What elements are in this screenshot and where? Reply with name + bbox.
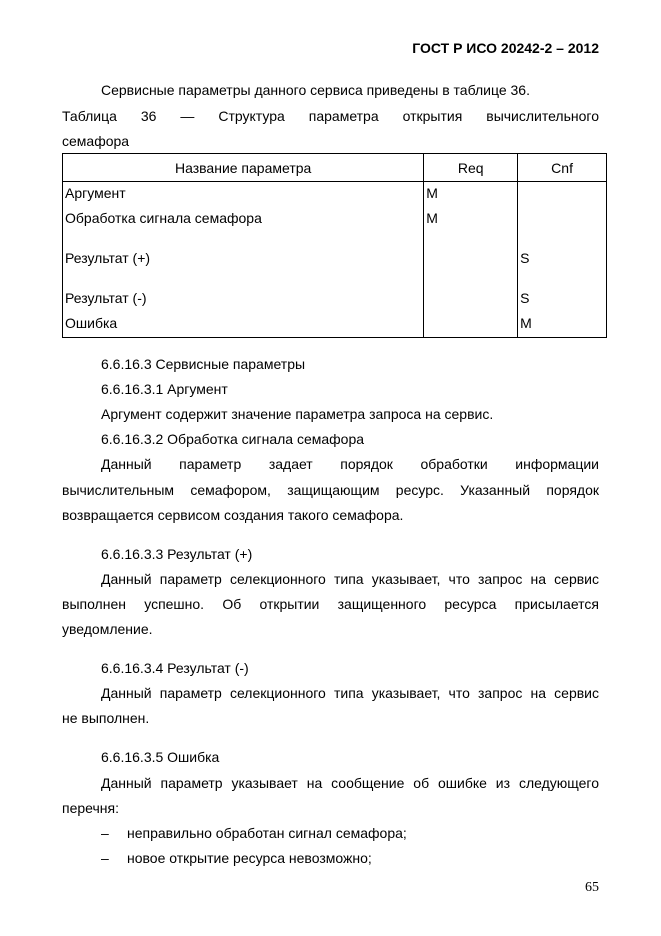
table-cell-name: Результат (+) [63, 247, 424, 272]
table-cell-cnf: S [518, 287, 607, 312]
table-cell-req: M [424, 207, 518, 232]
table-cell-name: Обработка сигнала семафора [63, 207, 424, 232]
table-row [63, 312, 607, 338]
paragraph-line: Аргумент содержит значение параметра запроса на сервис. [101, 406, 494, 422]
table-cell-name: Результат (-) [63, 287, 424, 312]
paragraph-line: Данный параметр указывает на сообщение об ошибке из следующего [101, 775, 599, 791]
table-header-row [63, 154, 607, 182]
section-heading: 6.6.16.3.3 Результат (+) [101, 546, 253, 562]
table-cell-name: Аргумент [63, 182, 424, 208]
table-cell-cnf: M [518, 312, 607, 338]
table-caption-line1: Таблица 36 — Структура параметра открытия вычислительного [62, 108, 599, 124]
table-cell-req [424, 312, 518, 338]
table-cell-cnf: S [518, 247, 607, 272]
parameter-table [62, 153, 607, 338]
table-row [63, 247, 607, 272]
document-header: ГОСТ Р ИСО 20242-2 – 2012 [412, 40, 599, 56]
paragraph-line: вычислительным семафором, защищающим ресурс. Указанный порядок [62, 482, 599, 498]
paragraph-line: не выполнен. [62, 710, 150, 726]
list-item: новое открытие ресурса невозможно; [127, 850, 372, 866]
table-cell-cnf [518, 207, 607, 232]
paragraph-line: Данный параметр задает порядок обработки информации [101, 456, 599, 472]
paragraph-line: уведомление. [62, 621, 153, 637]
page-number: 65 [585, 880, 599, 895]
list-dash: – [101, 850, 109, 866]
paragraph-line: выполнен успешно. Об открытии защищенного ресурса присылается [62, 596, 599, 612]
table-row [63, 207, 607, 232]
table-cell-req [424, 287, 518, 312]
paragraph-line: возвращается сервисом создания такого семафора. [62, 507, 404, 523]
table-cell-req [424, 247, 518, 272]
table-cell-req: M [424, 182, 518, 208]
section-heading: 6.6.16.3.1 Аргумент [101, 381, 228, 397]
section-heading: 6.6.16.3.2 Обработка сигнала семафора [101, 431, 365, 447]
table-header-name: Название параметра [63, 154, 424, 182]
table-header-req: Req [424, 154, 518, 182]
table-cell-cnf [518, 182, 607, 208]
table-row [63, 182, 607, 208]
table-header-cnf: Cnf [518, 154, 607, 182]
section-heading: 6.6.16.3.4 Результат (-) [101, 660, 249, 676]
paragraph-line: Данный параметр селекционного типа указывает, что запрос на сервис [101, 571, 599, 587]
section-heading: 6.6.16.3.5 Ошибка [101, 749, 220, 765]
table-row [63, 287, 607, 312]
table-caption-line2: семафора [62, 133, 130, 149]
paragraph-line: Данный параметр селекционного типа указывает, что запрос на сервис [101, 685, 599, 701]
table-cell-name: Ошибка [63, 312, 424, 338]
list-item: неправильно обработан сигнал семафора; [127, 825, 407, 841]
list-dash: – [101, 825, 109, 841]
paragraph-line: перечня: [62, 800, 119, 816]
section-heading: 6.6.16.3 Сервисные параметры [101, 356, 306, 372]
intro-text: Сервисные параметры данного сервиса приведены в таблице 36. [101, 82, 530, 98]
